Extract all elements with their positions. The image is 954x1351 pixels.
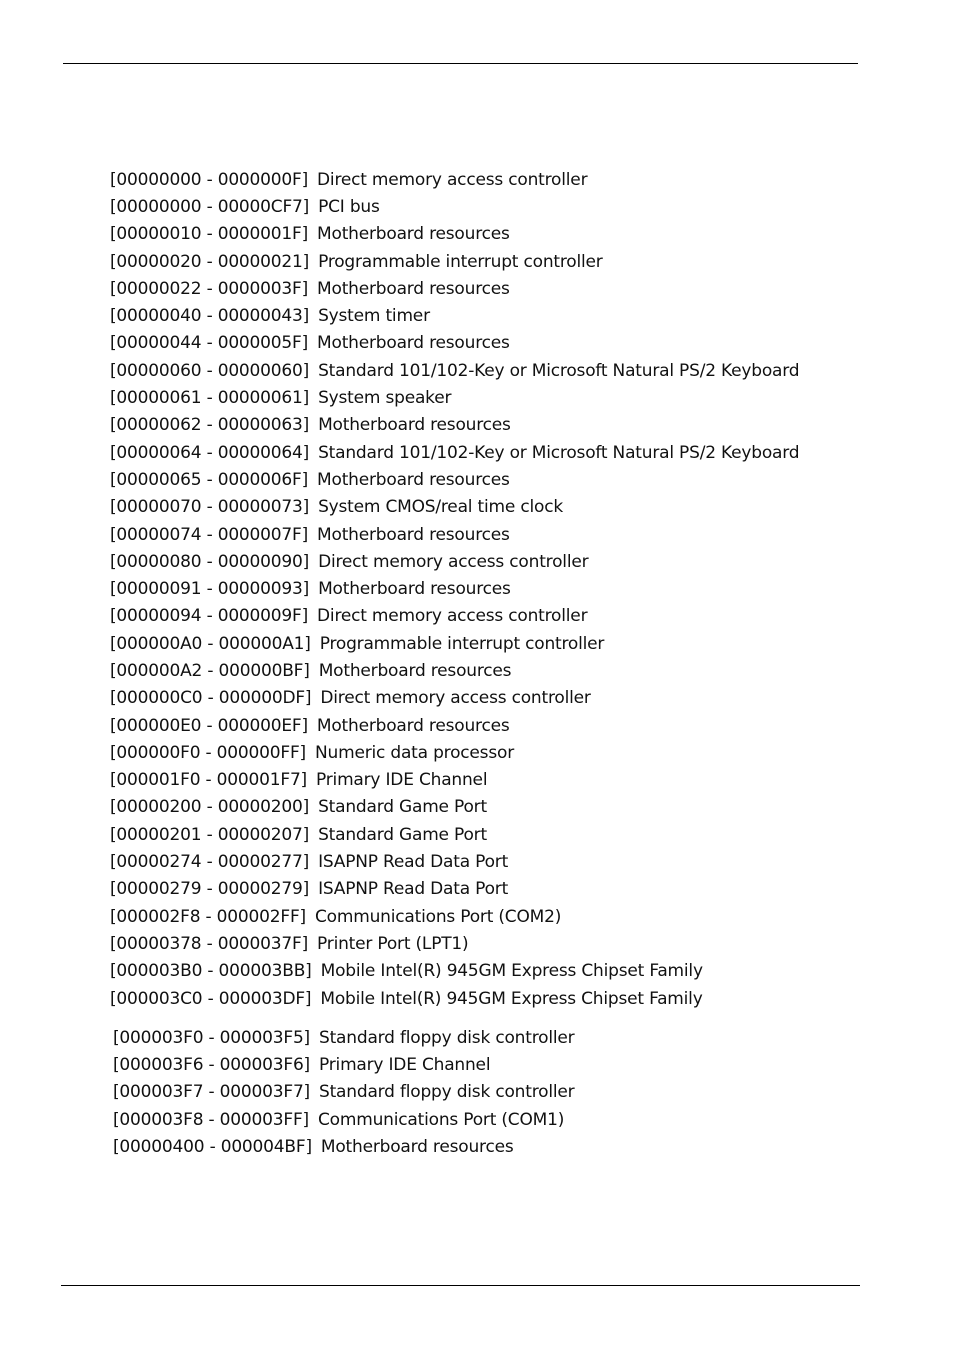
io-range-list-continued bbox=[113, 1024, 833, 1160]
io-range-address: [000003F6 - 000003F6] bbox=[113, 1054, 310, 1075]
io-range-device: System speaker bbox=[318, 388, 452, 409]
io-range-list bbox=[110, 166, 830, 1012]
io-range-row bbox=[110, 794, 830, 821]
io-range-device: Motherboard resources bbox=[317, 224, 510, 245]
io-range-address: [00000201 - 00000207] bbox=[110, 824, 310, 845]
io-range-address: [00000378 - 0000037F] bbox=[110, 933, 309, 954]
io-range-address: [00000094 - 0000009F] bbox=[110, 606, 309, 627]
io-range-address: [00000400 - 000004BF] bbox=[113, 1136, 312, 1157]
io-range-address: [00000080 - 00000090] bbox=[110, 551, 310, 572]
io-range-device: Direct memory access controller bbox=[317, 169, 588, 190]
io-range-row bbox=[110, 821, 830, 848]
io-range-address: [000003F0 - 000003F5] bbox=[113, 1027, 310, 1048]
io-range-row bbox=[110, 930, 830, 957]
io-range-address: [000003F8 - 000003FF] bbox=[113, 1109, 309, 1130]
io-range-device: Communications Port (COM1) bbox=[318, 1109, 565, 1130]
io-range-row bbox=[110, 221, 830, 248]
io-range-device: Standard floppy disk controller bbox=[319, 1082, 575, 1103]
io-range-device: Standard Game Port bbox=[318, 797, 487, 818]
io-range-device: Primary IDE Channel bbox=[319, 1054, 491, 1075]
footer-rule bbox=[61, 1285, 860, 1286]
io-range-address: [000000E0 - 000000EF] bbox=[110, 715, 308, 736]
io-range-address: [00000010 - 0000001F] bbox=[110, 224, 309, 245]
io-range-row bbox=[110, 193, 830, 220]
io-range-row bbox=[110, 630, 830, 657]
io-range-row bbox=[110, 848, 830, 875]
io-range-address: [000000A0 - 000000A1] bbox=[110, 633, 311, 654]
io-range-row bbox=[110, 330, 830, 357]
io-range-device: Motherboard resources bbox=[318, 415, 511, 436]
io-range-address: [000001F0 - 000001F7] bbox=[110, 770, 307, 791]
io-range-device: Direct memory access controller bbox=[320, 688, 591, 709]
io-range-row bbox=[110, 494, 830, 521]
io-range-row bbox=[113, 1079, 833, 1106]
io-range-address: [000000A2 - 000000BF] bbox=[110, 660, 310, 681]
io-range-address: [00000000 - 0000000F] bbox=[110, 169, 309, 190]
io-range-device: Standard floppy disk controller bbox=[319, 1027, 575, 1048]
io-range-address: [00000022 - 0000003F] bbox=[110, 278, 309, 299]
io-range-row bbox=[110, 712, 830, 739]
io-range-row bbox=[113, 1106, 833, 1133]
io-range-device: Communications Port (COM2) bbox=[315, 906, 562, 927]
io-range-row bbox=[110, 903, 830, 930]
io-range-device: Motherboard resources bbox=[317, 469, 510, 490]
io-range-device: Motherboard resources bbox=[317, 524, 510, 545]
io-range-device: Programmable interrupt controller bbox=[319, 633, 605, 654]
io-range-row bbox=[113, 1051, 833, 1078]
io-range-address: [00000274 - 00000277] bbox=[110, 852, 310, 873]
io-range-row bbox=[110, 357, 830, 384]
io-range-row bbox=[110, 521, 830, 548]
io-range-row bbox=[110, 302, 830, 329]
io-range-row bbox=[110, 603, 830, 630]
io-range-address: [00000200 - 00000200] bbox=[110, 797, 310, 818]
io-range-row bbox=[110, 548, 830, 575]
io-range-address: [00000065 - 0000006F] bbox=[110, 469, 309, 490]
io-range-address: [000000F0 - 000000FF] bbox=[110, 742, 306, 763]
io-range-device: Motherboard resources bbox=[320, 1136, 514, 1157]
io-range-device: Standard Game Port bbox=[318, 824, 487, 845]
io-range-device: ISAPNP Read Data Port bbox=[318, 852, 509, 873]
header-rule bbox=[63, 63, 858, 64]
io-range-device: Standard 101/102-Key or Microsoft Natural PS/2 Keyboard bbox=[318, 442, 800, 463]
io-range-device: Motherboard resources bbox=[317, 278, 510, 299]
io-range-address: [00000074 - 0000007F] bbox=[110, 524, 309, 545]
io-range-address: [00000040 - 00000043] bbox=[110, 306, 310, 327]
io-range-row bbox=[110, 575, 830, 602]
io-range-row bbox=[110, 657, 830, 684]
io-range-address: [00000000 - 00000CF7] bbox=[110, 196, 310, 217]
io-range-row bbox=[110, 275, 830, 302]
io-range-row bbox=[110, 958, 830, 985]
io-range-address: [000003F7 - 000003F7] bbox=[113, 1082, 310, 1103]
io-range-device: Printer Port (LPT1) bbox=[317, 933, 469, 954]
io-range-device: System CMOS/real time clock bbox=[318, 497, 563, 518]
io-range-address: [000000C0 - 000000DF] bbox=[110, 688, 312, 709]
io-range-row bbox=[110, 876, 830, 903]
io-range-device: System timer bbox=[318, 306, 430, 327]
io-range-device: Motherboard resources bbox=[318, 579, 511, 600]
io-range-address: [000003B0 - 000003BB] bbox=[110, 961, 312, 982]
io-range-device: PCI bus bbox=[318, 196, 380, 217]
io-range-device: ISAPNP Read Data Port bbox=[318, 879, 509, 900]
io-range-device: Programmable interrupt controller bbox=[318, 251, 603, 272]
io-range-row bbox=[110, 166, 830, 193]
io-range-address: [00000279 - 00000279] bbox=[110, 879, 310, 900]
io-range-address: [000002F8 - 000002FF] bbox=[110, 906, 306, 927]
io-range-device: Mobile Intel(R) 945GM Express Chipset Family bbox=[320, 988, 703, 1009]
io-range-row bbox=[110, 466, 830, 493]
io-range-device: Motherboard resources bbox=[317, 333, 510, 354]
io-range-address: [00000062 - 00000063] bbox=[110, 415, 310, 436]
io-range-device: Standard 101/102-Key or Microsoft Natural PS/2 Keyboard bbox=[318, 360, 800, 381]
io-range-row bbox=[110, 685, 830, 712]
io-range-row bbox=[110, 439, 830, 466]
io-range-row bbox=[110, 985, 830, 1012]
io-range-device: Numeric data processor bbox=[315, 742, 514, 763]
io-range-device: Direct memory access controller bbox=[318, 551, 589, 572]
io-range-row bbox=[113, 1024, 833, 1051]
io-range-device: Direct memory access controller bbox=[317, 606, 588, 627]
io-range-row bbox=[110, 767, 830, 794]
io-range-row bbox=[113, 1133, 833, 1160]
io-range-device: Mobile Intel(R) 945GM Express Chipset Family bbox=[320, 961, 703, 982]
io-range-address: [000003C0 - 000003DF] bbox=[110, 988, 312, 1009]
io-range-address: [00000070 - 00000073] bbox=[110, 497, 310, 518]
io-range-address: [00000064 - 00000064] bbox=[110, 442, 310, 463]
io-range-address: [00000044 - 0000005F] bbox=[110, 333, 309, 354]
io-range-device: Motherboard resources bbox=[316, 715, 510, 736]
io-range-row bbox=[110, 384, 830, 411]
io-range-row bbox=[110, 412, 830, 439]
io-range-device: Primary IDE Channel bbox=[316, 770, 488, 791]
io-range-device: Motherboard resources bbox=[318, 660, 512, 681]
io-range-address: [00000060 - 00000060] bbox=[110, 360, 310, 381]
io-range-address: [00000020 - 00000021] bbox=[110, 251, 310, 272]
io-range-address: [00000091 - 00000093] bbox=[110, 579, 310, 600]
io-range-row bbox=[110, 739, 830, 766]
io-range-row bbox=[110, 248, 830, 275]
io-range-address: [00000061 - 00000061] bbox=[110, 388, 310, 409]
